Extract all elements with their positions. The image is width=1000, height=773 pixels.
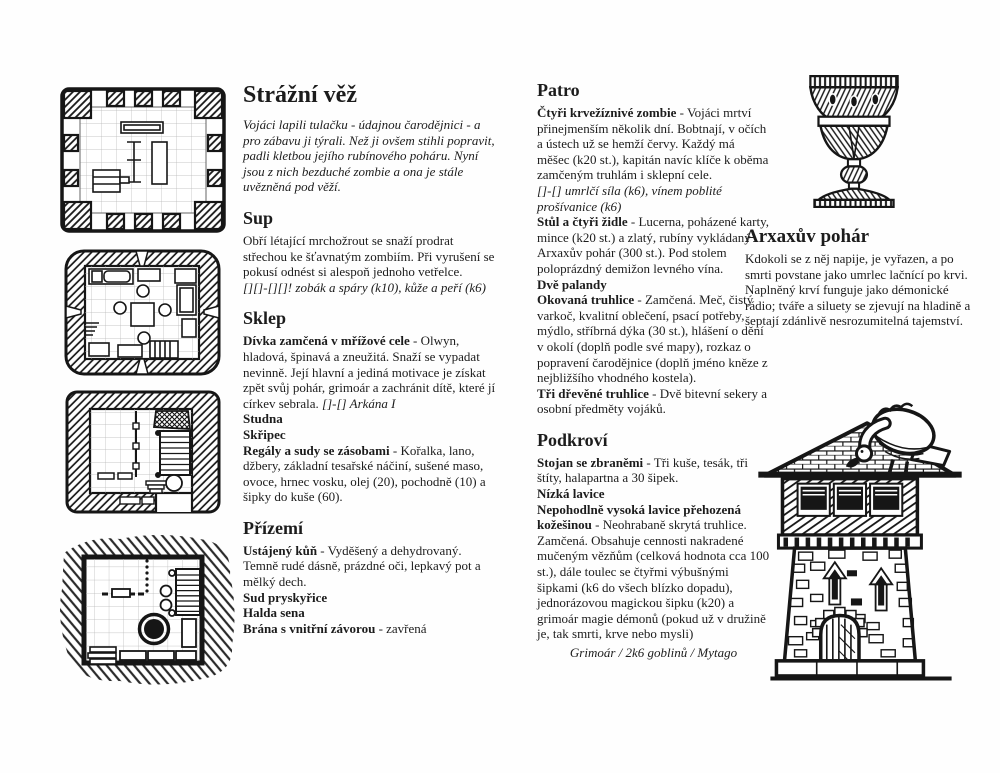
stat-line-zombies: []-[] umrlčí síla (k6), vínem poblité prošívanice (k6) <box>537 182 722 214</box>
entry-girl-in-cell <box>243 333 496 411</box>
cellar-floorplan-image <box>50 527 244 691</box>
entry-shelves-barrels <box>243 443 496 505</box>
entry-zombies <box>537 105 770 183</box>
entry-term: Ustájený kůň <box>243 542 318 558</box>
entry-rack <box>243 427 496 443</box>
tower-base <box>770 661 951 679</box>
entry-high-bench <box>537 502 770 642</box>
section-heading-pohar: Arxaxův pohár <box>745 226 870 247</box>
entry-text: - Olwyn, hladová, špinavá a zneužitá. Snaží se vypadat nevinně. Její hlavní a jediná motivace je získat zpět svůj pohár, grimoár a zachránit dítě, které jí církev sebrala. <box>243 333 496 411</box>
entry-term: Čtyři krvežíznivé zombie <box>537 105 677 120</box>
entry-well <box>243 411 496 427</box>
entry-horse <box>243 543 496 590</box>
section-heading-sklep: Sklep <box>243 308 287 329</box>
entry-low-bench <box>537 486 770 502</box>
entry-text: - Kořalka, lano, džbery, základní tesařské náčiní, sušené maso, ovoce, hrnec vosku, olej (20), pochodně (10) a šipky do kuše (60). <box>243 442 486 505</box>
entry-text: - Tři kuše, tesák, tři štíty, halapartna a 30 šipek. <box>537 454 748 486</box>
third-column <box>745 216 971 329</box>
entry-text: - Vyděšený a dehydrovaný. Temně rudé dásně, prázdné oči, lepkavý pot a mělký dech. <box>243 542 481 590</box>
entry-term: Stůl a čtyři židle <box>537 214 628 230</box>
barrels <box>88 647 116 664</box>
entry-term: Studna <box>243 411 283 427</box>
stat-line-sup: [][]-[][]! zobák a spáry (k10), kůže a peří (k6) <box>243 279 486 295</box>
ground-floor-floorplan-image <box>62 387 230 522</box>
first-floor-floorplan-image <box>62 247 224 379</box>
entry-term: Skřipec <box>243 426 286 442</box>
intro-paragraph: Vojáci lapili tulačku - údajnou čarodějnici - a pro zábavu ji týrali. Než ji ovšem stihli popravit, padli kletbou jejího rubínového poháru. Nyní jsou z nich bezduché zombie a ona je stále uvězněná pod věží. <box>243 117 495 195</box>
stairs <box>156 431 191 478</box>
entry-resin-barrel <box>243 590 496 606</box>
cell-door <box>112 589 130 597</box>
entry-bunks <box>537 277 770 293</box>
entry-term: Nízká lavice <box>537 486 605 502</box>
page-title: Strážní věž <box>243 82 357 108</box>
entry-table-chairs <box>537 214 770 276</box>
barrel <box>166 475 182 491</box>
entry-term: Okovaná truhlice <box>537 292 635 308</box>
upper-storey <box>778 479 921 548</box>
entry-term: Halda sena <box>243 605 305 621</box>
second-column <box>537 80 770 642</box>
entry-term: Stojan se zbraněmi <box>537 454 644 470</box>
goblet-illustration <box>791 68 917 208</box>
entry-text: - Neohrabaně skrytá truhlice. Zamčená. Obsahuje cennosti nakradené mučeným vězňům (celková hodnota cca 100 st.), dále toulec se čtyřmi výbušnými šipkami (k6 do všech blízko dopadu), jednorázovou magickou šipku (k20) a grimoár magie démonů (pokud už v družině je, tak smrti, krve nebo mysli) <box>537 517 770 642</box>
entry-wooden-chests <box>537 386 770 417</box>
section-body-sup: Obří létající mrchožrout se snaží prodrat střechou ke šťavnatým zombiím. Při vyrušení se pokusí odnést si alespoň jednoho vetřelce. <box>243 232 495 280</box>
attic-floorplan-image <box>56 84 230 236</box>
entry-text: - Zamčená. Meč, čistý varkoč, kvalitní oblečení, psací potřeby, mýdlo, stříbrná dýka (30 st.), hlášení o dění v okolí (doplň podle své mapy), rozkaz o popravení čarodějnice (doplň jméno kněze z nejbližšího vhodného kostela). <box>537 292 768 386</box>
entry-term: Regály a sudy se zásobami <box>243 442 390 458</box>
section-heading-prizemi: Přízemí <box>243 517 303 538</box>
entry-stat: []-[] Arkána I <box>322 395 396 411</box>
entry-text: - Vojáci mrtví přinejmenším několik dní. Bobtnají, v očích a ústech už se hemží červy. Každý má měšec (k20 st.), kapitán navíc klíče k oběma zamčeným truhlám i sklepní cele. <box>537 105 769 183</box>
page-footer: Grimoár / 2k6 goblinů / Mytago <box>569 645 738 660</box>
entry-term: Dívka zamčená v mřížové cele <box>243 333 410 349</box>
entry-term: Dvě palandy <box>537 276 607 292</box>
tower-illustration <box>750 383 970 683</box>
entry-term: Tři dřevěné truhlice <box>537 385 649 401</box>
entry-hay-pile <box>243 605 496 621</box>
hay-pile <box>154 411 190 429</box>
main-column <box>243 82 496 636</box>
entry-gate <box>243 621 496 637</box>
entry-text: - Dvě bitevní sekery a osobní předměty vojáků. <box>537 385 767 417</box>
section-heading-podkrovi: Podkroví <box>537 429 608 450</box>
entry-term: Nepohodlně vysoká lavice přehozená kožešinou <box>537 501 742 533</box>
entry-weapon-rack <box>537 455 770 486</box>
section-heading-patro: Patro <box>537 80 580 100</box>
entry-term: Sud pryskyřice <box>243 589 328 605</box>
section-heading-sup: Sup <box>243 207 274 228</box>
entry-text: - Lucerna, poházené karty, mince (k20 st.) a zlatý, rubíny vykládaný Arxaxův pohár (300 st.). Pod stolem poloprázdný demižon levného vína. <box>537 214 769 276</box>
shelves <box>120 651 196 660</box>
entry-term: Brána s vnitřní závorou <box>243 620 376 636</box>
section-body-pohar: Kdokoli se z něj napije, je vyřazen, a po smrti povstane jako umrlec lačnící po krvi. Naplněný krví funguje jako démonické rádio; tváře a siluety se zjevují na hladině a šeptají zdánlivě nesrozumitelná tajemství. <box>745 251 971 329</box>
entry-text: - zavřená <box>375 620 427 636</box>
entry-ironbound-chest <box>537 292 770 386</box>
